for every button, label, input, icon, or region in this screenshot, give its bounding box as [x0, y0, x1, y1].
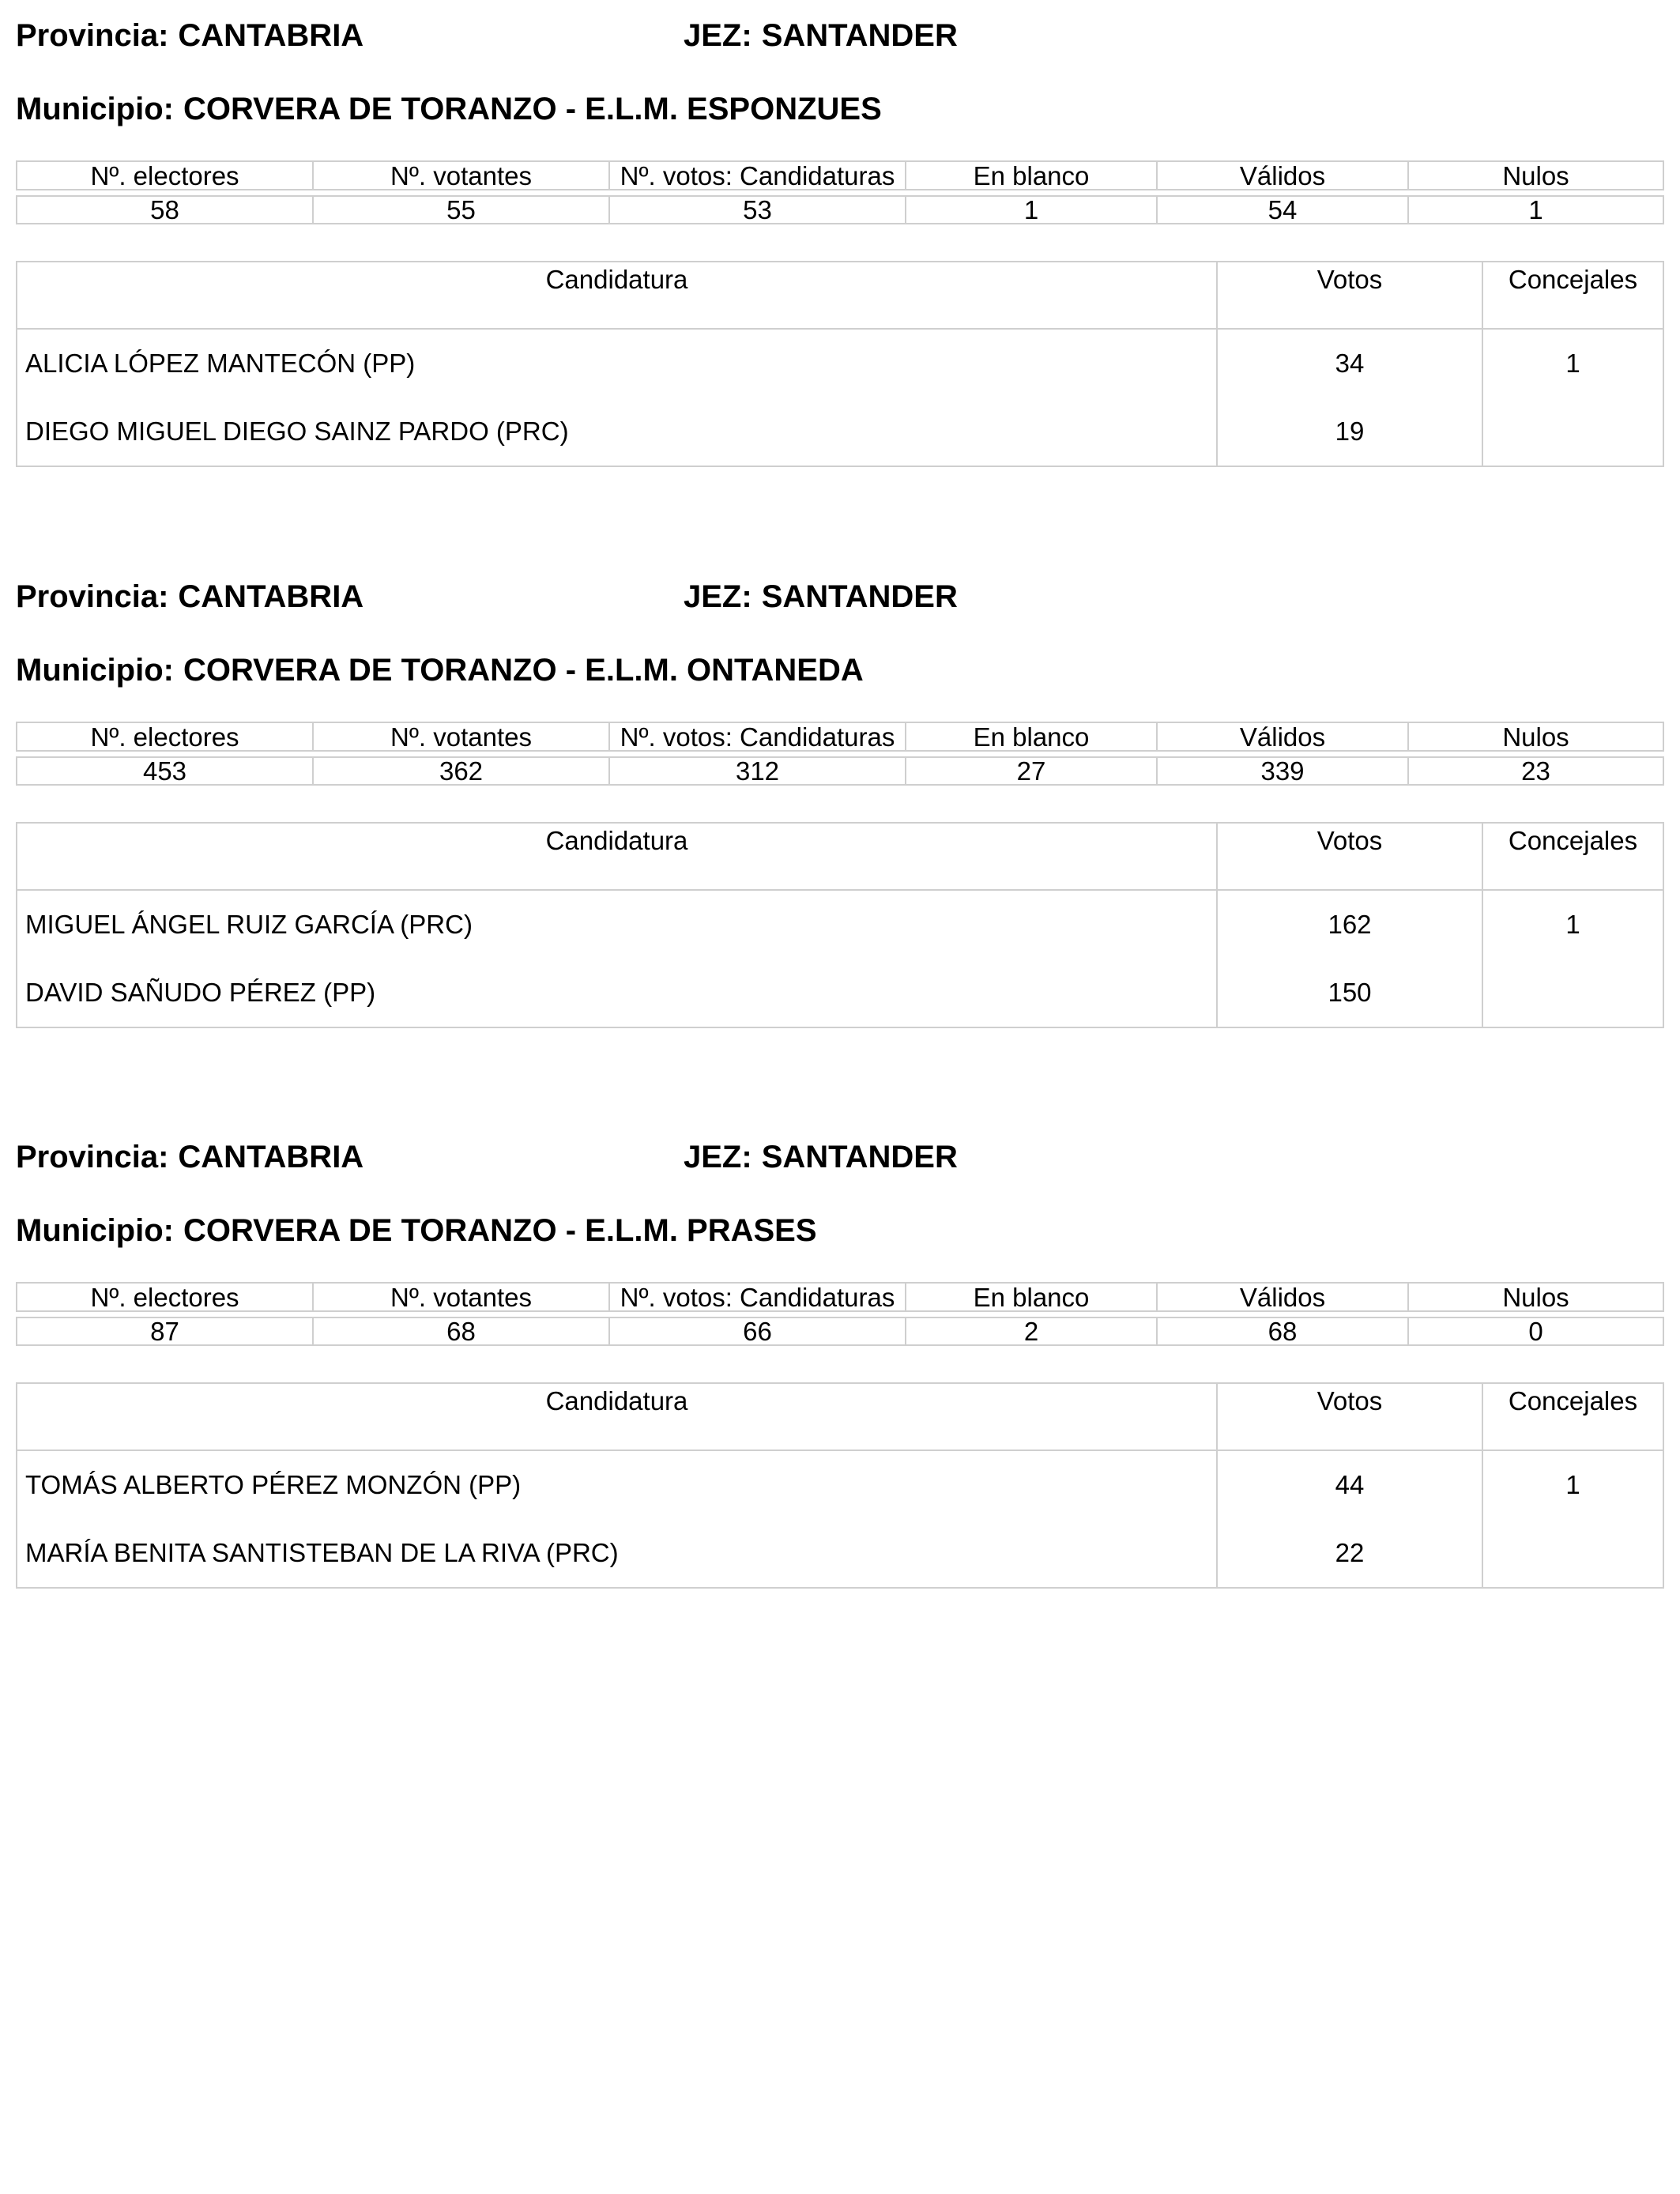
cand-header: Votos [1217, 262, 1482, 329]
stats-header: Nº. votos: Candidaturas [609, 1283, 906, 1311]
cand-header: Candidatura [17, 262, 1217, 329]
jez-heading: JEZ: SANTANDER [684, 18, 958, 53]
cand-header: Concejales [1482, 823, 1663, 890]
stats-value: 66 [609, 1318, 906, 1345]
stats-value: 68 [1157, 1318, 1408, 1345]
stats-value: 1 [1408, 196, 1663, 224]
candidate-votes: 44 [1217, 1450, 1482, 1519]
candidate-concejales [1482, 1519, 1663, 1588]
stats-table [16, 160, 1664, 224]
candidate-concejales [1482, 959, 1663, 1027]
candidates-table [16, 261, 1664, 467]
stats-header: Nº. electores [17, 161, 313, 190]
candidate-votes: 22 [1217, 1519, 1482, 1588]
stats-header: En blanco [906, 722, 1157, 751]
cand-header: Votos [1217, 1383, 1482, 1450]
stats-header: Nº. votantes [313, 1283, 609, 1311]
candidate-name: DAVID SAÑUDO PÉREZ (PP) [17, 959, 1217, 1027]
candidate-concejales: 1 [1482, 329, 1663, 398]
candidate-row [17, 1450, 1663, 1519]
cand-header: Candidatura [17, 1383, 1217, 1450]
candidates-table [16, 822, 1664, 1028]
stats-table [16, 722, 1664, 786]
candidate-row [17, 890, 1663, 959]
stats-header: Nulos [1408, 1283, 1663, 1311]
stats-value: 0 [1408, 1318, 1663, 1345]
stats-value: 2 [906, 1318, 1157, 1345]
stats-header: En blanco [906, 1283, 1157, 1311]
provincia-heading: Provincia: CANTABRIA [16, 579, 364, 614]
candidate-name: MARÍA BENITA SANTISTEBAN DE LA RIVA (PRC) [17, 1519, 1217, 1588]
candidate-votes: 162 [1217, 890, 1482, 959]
candidate-name: MIGUEL ÁNGEL RUIZ GARCÍA (PRC) [17, 890, 1217, 959]
stats-value: 27 [906, 757, 1157, 785]
stats-value: 339 [1157, 757, 1408, 785]
stats-header: Válidos [1157, 722, 1408, 751]
cand-header: Candidatura [17, 823, 1217, 890]
stats-value: 23 [1408, 757, 1663, 785]
candidate-name: DIEGO MIGUEL DIEGO SAINZ PARDO (PRC) [17, 398, 1217, 466]
candidate-row [17, 398, 1663, 466]
cand-header: Concejales [1482, 1383, 1663, 1450]
stats-header: Válidos [1157, 161, 1408, 190]
stats-value: 87 [17, 1318, 313, 1345]
candidate-concejales: 1 [1482, 890, 1663, 959]
stats-value: 54 [1157, 196, 1408, 224]
candidate-concejales: 1 [1482, 1450, 1663, 1519]
municipio-heading: Municipio: CORVERA DE TORANZO - E.L.M. ONTANEDA [16, 653, 864, 688]
municipio-heading: Municipio: CORVERA DE TORANZO - E.L.M. ESPONZUES [16, 92, 882, 126]
cand-header: Votos [1217, 823, 1482, 890]
stats-table [16, 1282, 1664, 1346]
stats-value: 58 [17, 196, 313, 224]
stats-header: Nº. electores [17, 1283, 313, 1311]
stats-value: 362 [313, 757, 609, 785]
cand-header: Concejales [1482, 262, 1663, 329]
candidate-concejales [1482, 398, 1663, 466]
candidate-name: ALICIA LÓPEZ MANTECÓN (PP) [17, 329, 1217, 398]
stats-value: 68 [313, 1318, 609, 1345]
stats-value: 1 [906, 196, 1157, 224]
stats-header: Nº. electores [17, 722, 313, 751]
candidate-row [17, 1519, 1663, 1588]
candidate-votes: 19 [1217, 398, 1482, 466]
stats-header: Nº. votantes [313, 722, 609, 751]
stats-header: Nº. votantes [313, 161, 609, 190]
municipio-heading: Municipio: CORVERA DE TORANZO - E.L.M. PRASES [16, 1213, 817, 1248]
stats-header: En blanco [906, 161, 1157, 190]
stats-header: Nulos [1408, 161, 1663, 190]
candidate-votes: 150 [1217, 959, 1482, 1027]
stats-value: 312 [609, 757, 906, 785]
candidate-row [17, 329, 1663, 398]
stats-header: Válidos [1157, 1283, 1408, 1311]
stats-value: 53 [609, 196, 906, 224]
stats-value: 453 [17, 757, 313, 785]
provincia-heading: Provincia: CANTABRIA [16, 18, 364, 53]
provincia-heading: Provincia: CANTABRIA [16, 1140, 364, 1174]
candidate-votes: 34 [1217, 329, 1482, 398]
candidate-name: TOMÁS ALBERTO PÉREZ MONZÓN (PP) [17, 1450, 1217, 1519]
stats-value: 55 [313, 196, 609, 224]
stats-header: Nº. votos: Candidaturas [609, 722, 906, 751]
candidates-table [16, 1382, 1664, 1589]
jez-heading: JEZ: SANTANDER [684, 1140, 958, 1174]
stats-header: Nulos [1408, 722, 1663, 751]
jez-heading: JEZ: SANTANDER [684, 579, 958, 614]
candidate-row [17, 959, 1663, 1027]
stats-header: Nº. votos: Candidaturas [609, 161, 906, 190]
